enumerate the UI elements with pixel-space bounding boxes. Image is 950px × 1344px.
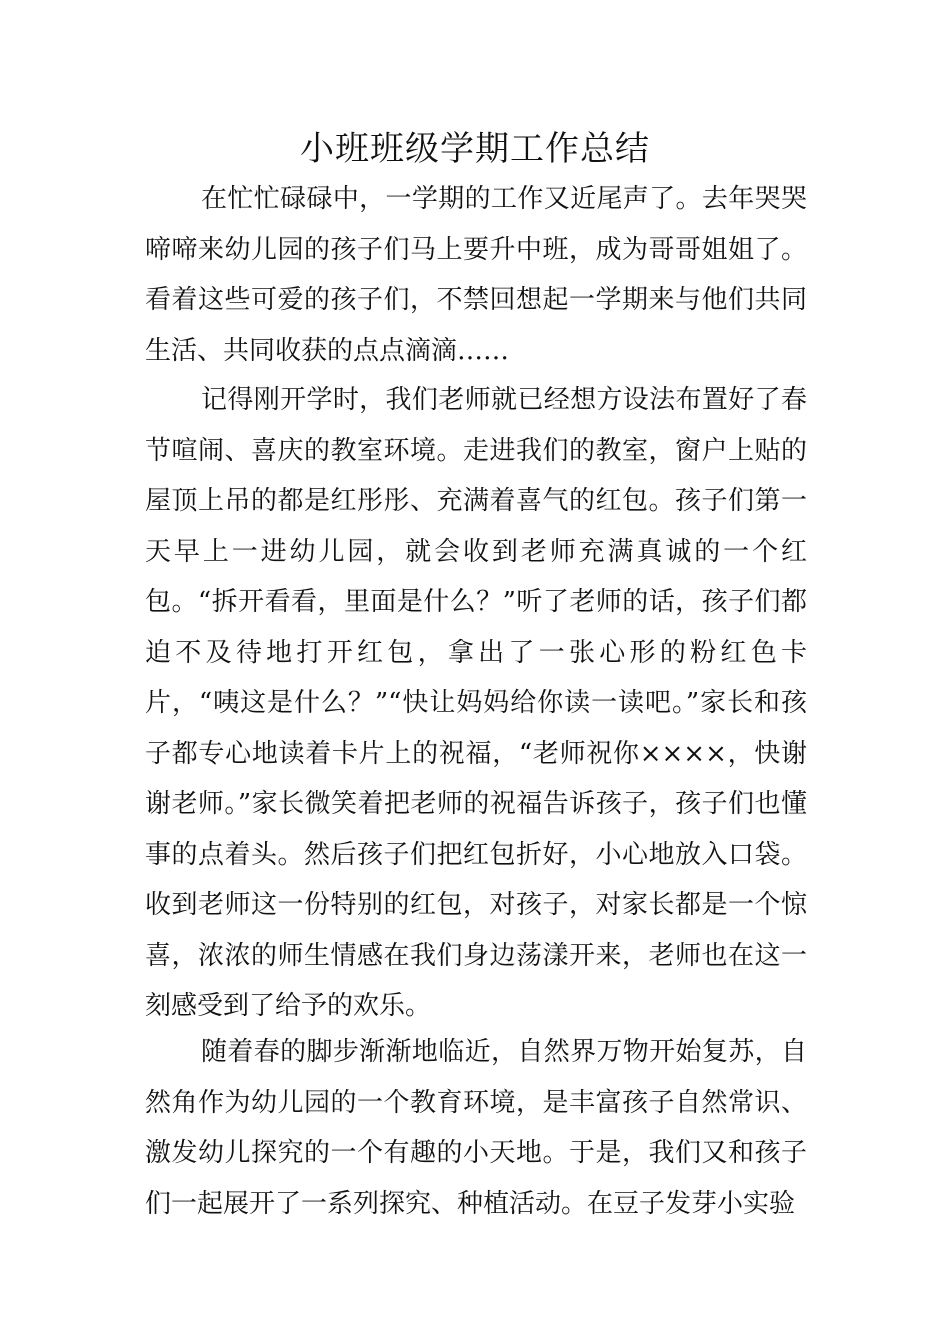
paragraph-2: 记得刚开学时，我们老师就已经想方设法布置好了春节喧闹、喜庆的教室环境。走进我们的教室，窗户上贴的屋顶上吊的都是红彤彤、充满着喜气的红包。孩子们第一天早上一进幼儿园，就会收到老师充满真诚的一个红包。“拆开看看，里面是什么？”听了老师的话，孩子们都迫不及待地打开红包，拿出了一张心形的粉红色卡片，“咦这是什么？”“快让妈妈给你读一读吧。”家长和孩子都专心地读着卡片上的祝福，“老师祝你××××，快谢谢老师。”家长微笑着把老师的祝福告诉孩子，孩子们也懂事的点着头。然后孩子们把红包折好，小心地放入口袋。收到老师这一份特别的红包，对孩子，对家长都是一个惊喜，浓浓的师生情感在我们身边荡漾开来，老师也在这一刻感受到了给予的欢乐。 [145, 385, 807, 1021]
paragraph-1: 在忙忙碌碌中，一学期的工作又近尾声了。去年哭哭啼啼来幼儿园的孩子们马上要升中班，成为哥哥姐姐了。看着这些可爱的孩子们，不禁回想起一学期来与他们共同生活、共同收获的点点滴滴…… [145, 184, 807, 366]
paragraph-3: 随着春的脚步渐渐地临近，自然界万物开始复苏，自然角作为幼儿园的一个教育环境，是丰富孩子自然常识、激发幼儿探究的一个有趣的小天地。于是，我们又和孩子们一起展开了一系列探究、种植活动。在豆子发芽小实验 [145, 1037, 807, 1219]
document-title: 小班班级学期工作总结 [300, 129, 650, 169]
